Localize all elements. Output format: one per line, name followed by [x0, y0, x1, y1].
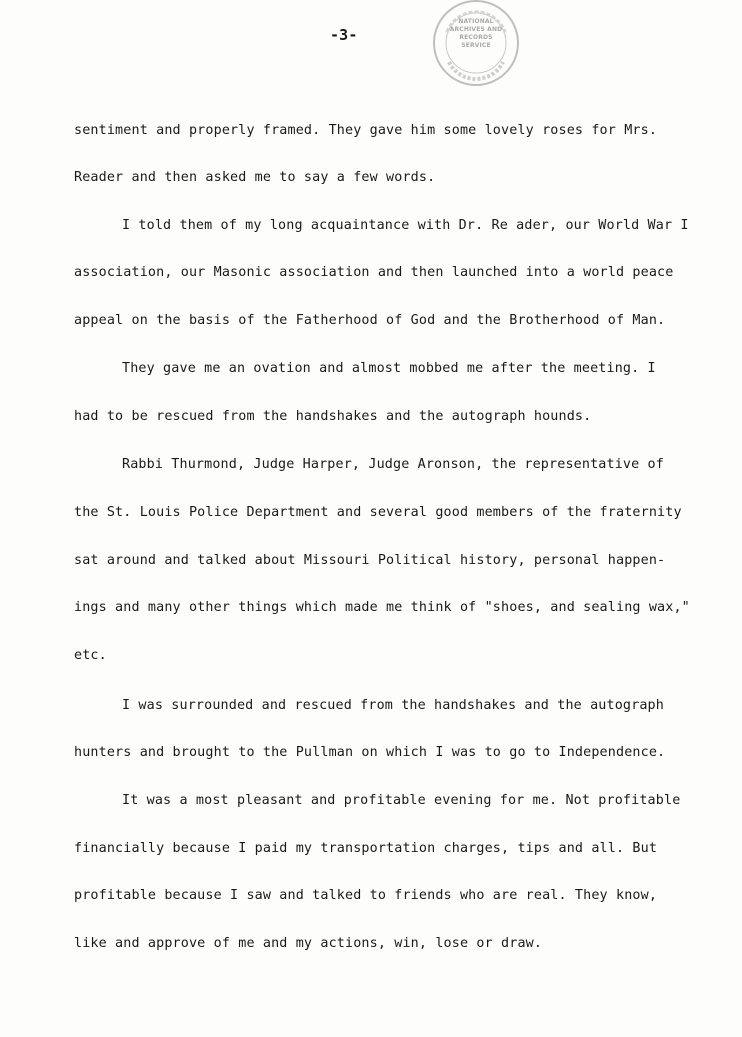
- text-line: appeal on the basis of the Fatherhood of God and the Brotherhood of Man.: [74, 313, 666, 328]
- text-line: profitable because I saw and talked to friends who are real. They know,: [74, 888, 658, 903]
- page-number: -3-: [330, 26, 358, 44]
- text-line: sat around and talked about Missouri Political history, personal happen-: [74, 553, 666, 568]
- paragraph-first-line: I told them of my long acquaintance with Dr. Re ader, our World War I: [122, 218, 689, 233]
- text-line: like and approve of me and my actions, win, lose or draw.: [74, 936, 543, 951]
- text-line: hunters and brought to the Pullman on which I was to go to Independence.: [74, 745, 666, 760]
- text-line: sentiment and properly framed. They gave him some lovely roses for Mrs.: [74, 123, 658, 138]
- archive-stamp: [433, 0, 519, 86]
- stamp-line: NATIONAL: [458, 18, 494, 25]
- text-line: Reader and then asked me to say a few words.: [74, 170, 436, 185]
- paragraph-first-line: I was surrounded and rescued from the handshakes and the autograph: [122, 698, 664, 713]
- stamp-text: [435, 18, 517, 50]
- paragraph-first-line: It was a most pleasant and profitable evening for me. Not profitable: [122, 793, 681, 808]
- text-line: the St. Louis Police Department and several good members of the fraternity: [74, 505, 682, 520]
- stamp-line: SERVICE: [461, 42, 491, 49]
- paragraph-first-line: Rabbi Thurmond, Judge Harper, Judge Aronson, the representative of: [122, 457, 664, 472]
- paragraph-first-line: They gave me an ovation and almost mobbed me after the meeting. I: [122, 361, 656, 376]
- text-line: association, our Masonic association and then launched into a world peace: [74, 265, 674, 280]
- text-line: financially because I paid my transportation charges, tips and all. But: [74, 841, 658, 856]
- stamp-line: RECORDS: [459, 34, 493, 41]
- stamp-line: ARCHIVES AND: [449, 26, 503, 33]
- text-line: etc.: [74, 648, 107, 663]
- text-line: had to be rescued from the handshakes and the autograph hounds.: [74, 409, 592, 424]
- text-line: ings and many other things which made me think of "shoes, and sealing wax,": [74, 600, 690, 615]
